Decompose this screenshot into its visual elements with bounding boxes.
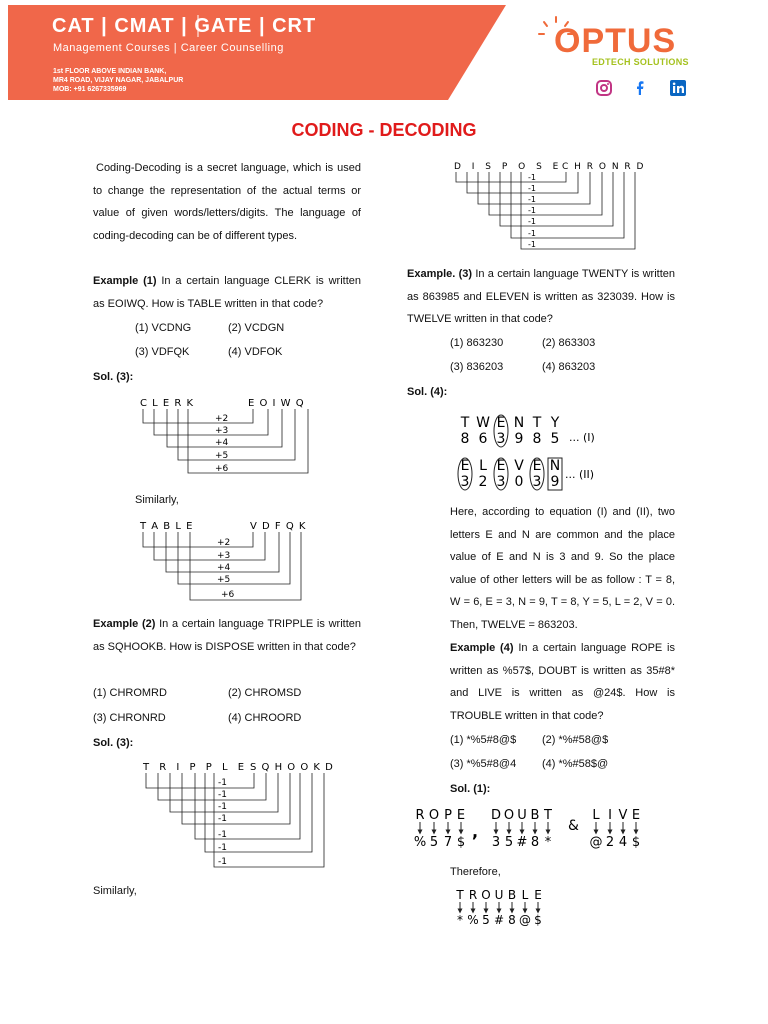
facebook-icon[interactable] (632, 80, 648, 96)
digit: 3 (460, 474, 470, 490)
letter: B (507, 888, 517, 902)
step-label: -1 (218, 830, 227, 840)
code: $ (631, 835, 641, 850)
letter: Y (550, 415, 560, 431)
letter: E (534, 888, 542, 902)
option: (2) VCDGN (228, 322, 285, 334)
solution-label: Sol. (3): (93, 371, 134, 383)
letter: B (530, 808, 540, 823)
option: (1) CHROMRD (93, 687, 167, 699)
letter: I (608, 808, 612, 823)
tripple-diagram (138, 757, 338, 877)
step-label: +5 (215, 451, 229, 461)
step-label: -1 (528, 229, 536, 238)
letter: O (503, 808, 515, 823)
equation-mark: ... (I) (569, 431, 595, 444)
trouble-diagram (452, 886, 562, 928)
step-label: -1 (528, 173, 536, 182)
letter: L (479, 458, 487, 474)
twenty-eleven-diagram (455, 412, 615, 494)
code: $ (456, 835, 466, 850)
example-label: Example (2) (93, 618, 156, 630)
letter: E (631, 808, 641, 823)
option: (4) 863203 (542, 361, 596, 373)
letter: L (592, 808, 600, 823)
step-label: +4 (217, 563, 231, 573)
option: (1) VCDNG (135, 322, 192, 334)
letter: W (476, 415, 490, 431)
example-label: Example. (3) (407, 268, 473, 280)
banner-subtitle: Management Courses | Career Counselling (53, 42, 284, 54)
diagram-word: T A B L E (140, 521, 194, 532)
letter: E (532, 458, 542, 474)
code: 3 (491, 835, 501, 850)
option: (2) CHROMSD (228, 687, 302, 699)
step-label: -1 (528, 184, 536, 193)
letter: T (460, 415, 470, 431)
diagram-code: E O I W Q (248, 398, 305, 409)
code: * (457, 913, 463, 927)
code: 8 (508, 913, 516, 927)
step-label: -1 (218, 802, 227, 812)
code: 8 (530, 835, 540, 850)
address-line: 1st FLOOR ABOVE INDIAN BANK, (53, 68, 167, 75)
header-banner (8, 5, 506, 100)
example-4 (450, 637, 675, 727)
digit: 0 (514, 474, 524, 490)
letter: E (456, 808, 466, 823)
similarly-text: Similarly, (93, 885, 137, 897)
letter: E (496, 458, 506, 474)
letter: T (532, 415, 542, 431)
banner-address (53, 67, 183, 94)
letter: R (468, 888, 478, 902)
equation-mark: ... (II) (565, 468, 595, 481)
step-label: -1 (528, 217, 536, 226)
step-label: -1 (218, 814, 227, 824)
step-label: -1 (528, 195, 536, 204)
letter: T (456, 888, 464, 902)
example-label: Example (4) (450, 642, 514, 654)
code: * (544, 835, 552, 850)
example-text: In a certain language ROPE is written as %57$, DOUBT is written as 35#8* and LIVE is written as @24$. How is TROUBLE written in that code? (450, 642, 676, 722)
step-label: -1 (218, 857, 227, 867)
example-text: In a certain language CLERK is written as EOIWQ. How is TABLE written in that code? (93, 275, 361, 310)
step-label: -1 (218, 843, 227, 853)
letter: R (415, 808, 425, 823)
code: @ (519, 913, 531, 927)
step-label: +3 (215, 426, 229, 436)
ampersand: & (568, 818, 579, 834)
diagram-code: S Q H O O K D (250, 762, 334, 773)
digit: 5 (550, 431, 560, 447)
letter: U (494, 888, 504, 902)
option: (3) CHRONRD (93, 712, 166, 724)
option: (4) *%#58$@ (542, 758, 609, 770)
solution-label: Sol. (4): (407, 386, 448, 398)
option: (3) *%5#8@4 (450, 758, 517, 770)
step-label: -1 (528, 240, 536, 249)
solution-label: Sol. (3): (93, 737, 134, 749)
option: (3) VDFQK (135, 346, 190, 358)
diagram-word: D I S P O S E (454, 162, 563, 172)
code: # (516, 835, 528, 850)
letter: T (544, 808, 552, 823)
dispose-diagram (450, 158, 650, 258)
optus-logo (540, 22, 740, 82)
digit: 2 (478, 474, 488, 490)
step-label: +4 (215, 438, 229, 448)
option: (4) CHROORD (228, 712, 302, 724)
step-label: +6 (215, 464, 229, 474)
rope-doubt-live-diagram (408, 805, 658, 855)
explanation-paragraph: Here, according to equation (I) and (II), two letters E and N are common and the place value of E and N is 3 and 9. So the place value of other letters will be as follow : T = 8, W = 6, E = 3, N = 9, T = 8, Y = 5, L = 2, V = 0. Then, TWELVE = 863203. (450, 506, 675, 631)
clerk-diagram (130, 392, 320, 482)
option: (1) *%5#8@$ (450, 734, 517, 746)
option: (2) *%#58@$ (542, 734, 609, 746)
step-label: +3 (217, 551, 231, 561)
option: (2) 863303 (542, 337, 596, 349)
letter: O (428, 808, 440, 823)
step-label: +6 (221, 590, 235, 600)
code: # (493, 913, 505, 927)
letter: U (517, 808, 527, 823)
step-label: +2 (215, 414, 229, 424)
step-label: -1 (218, 778, 227, 788)
comma: , (472, 822, 479, 841)
code: % (413, 835, 427, 850)
digit: 9 (514, 431, 524, 447)
code: 5 (482, 913, 490, 927)
example-text: In a certain language TRIPPLE is written as SQHOOKB. How is DISPOSE written in that code? (93, 618, 361, 653)
digit: 8 (532, 431, 542, 447)
digit: 3 (496, 431, 506, 447)
letter: V (618, 808, 628, 823)
letter: O (481, 888, 491, 902)
digit: 9 (550, 474, 560, 490)
step-label: -1 (528, 206, 536, 215)
letter: E (496, 415, 506, 431)
therefore-text: Therefore, (450, 866, 501, 878)
address-line: MR4 ROAD, VIJAY NAGAR, JABALPUR (53, 77, 184, 84)
code: $ (534, 913, 542, 927)
banner-title: CAT | CMAT | GATE | CRT (52, 15, 317, 37)
similarly-text: Similarly, (135, 494, 179, 506)
step-label: +2 (217, 538, 231, 548)
example-label: Example (1) (93, 275, 157, 287)
letter: N (549, 458, 561, 474)
instagram-icon[interactable] (596, 80, 612, 96)
digit: 8 (460, 431, 470, 447)
letter: E (460, 458, 470, 474)
step-label: -1 (218, 790, 227, 800)
option: (3) 836203 (450, 361, 504, 373)
logo-word: OPTUS (554, 22, 677, 60)
code: 5 (504, 835, 514, 850)
example-3 (407, 263, 675, 331)
code: 4 (618, 835, 628, 850)
diagram-code: C H R O N R D (562, 162, 645, 172)
code: @ (589, 835, 603, 850)
phone-line: MOB: +91 6267335969 (53, 86, 127, 93)
code: 7 (443, 835, 453, 850)
table-diagram (135, 516, 325, 608)
digit: 3 (496, 474, 506, 490)
option: (4) VDFOK (228, 346, 283, 358)
example-1 (93, 270, 361, 315)
letter: N (513, 415, 525, 431)
logo-tagline: EDTECH SOLUTIONS (592, 57, 689, 67)
code: 2 (605, 835, 615, 850)
example-2 (93, 613, 361, 658)
letter: P (444, 808, 452, 823)
page-title: CODING - DECODING (291, 120, 477, 140)
code: % (467, 913, 479, 927)
digit: 6 (478, 431, 488, 447)
diagram-word: C L E R K (140, 398, 195, 409)
letter: V (514, 458, 524, 474)
option: (1) 863230 (450, 337, 504, 349)
step-label: +5 (217, 575, 231, 585)
linkedin-icon[interactable] (670, 80, 686, 96)
intro-paragraph: Coding-Decoding is a secret language, which is used to change the representation of the actual terms or value of given words/letters/digits. The language of coding-decoding can be of different types. (93, 162, 361, 242)
example-text: In a certain language TWENTY is written as 863985 and ELEVEN is written as 323039. How is TWELVE written in that code? (407, 268, 675, 325)
letter: L (521, 888, 529, 902)
digit: 3 (532, 474, 542, 490)
diagram-word: T R I P P L E (143, 762, 248, 773)
code: 5 (429, 835, 439, 850)
letter: D (490, 808, 502, 823)
solution-label: Sol. (1): (450, 783, 491, 795)
diagram-code: V D F Q K (250, 521, 307, 532)
